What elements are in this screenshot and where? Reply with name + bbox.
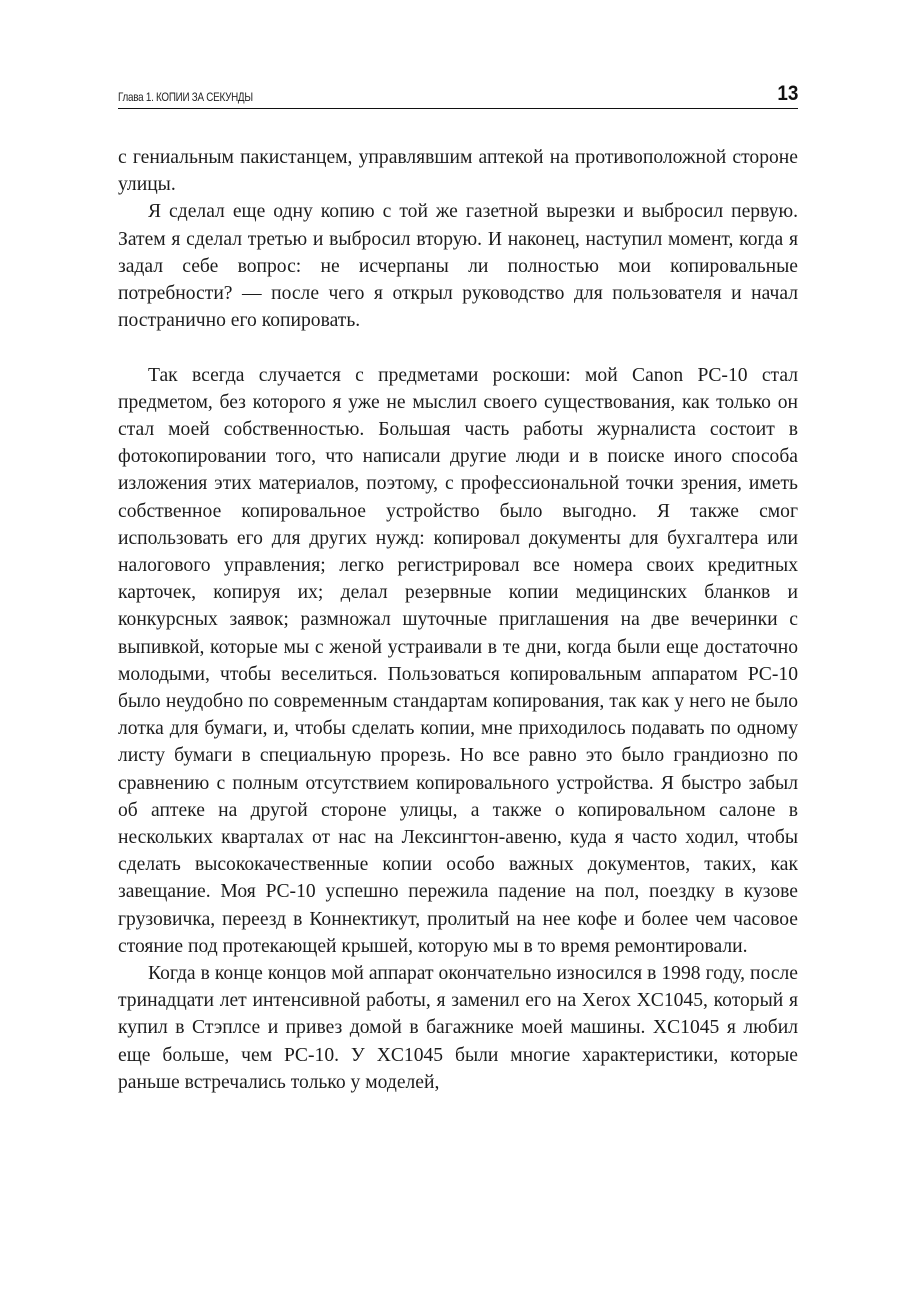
paragraph-continuation: с гениальным пакистанцем, управлявшим аптекой на противоположной стороне улицы.	[118, 147, 798, 196]
body-text	[118, 144, 798, 1096]
paragraph: Когда в конце концов мой аппарат окончательно износился в 1998 году, после тринадцати лет интенсивной работы, я заменил его на Xerox XC1045, который я купил в Стэплсе и привез домой в багажнике моей машины. XC1045 я любил еще больше, чем PC-10. У XC1045 были многие характеристики, которые раньше встречались только у моделей,	[118, 963, 798, 1093]
running-head: Глава 1. КОПИИ ЗА СЕКУНДЫ	[118, 90, 253, 104]
page-header	[118, 82, 798, 109]
paragraph-section-start: Так всегда случается с предметами роскоши: мой Canon PC-10 стал предметом, без которого я уже не мыслил своего существования, как только он стал моей собственностью. Большая часть работы журналиста состоит в фотокопировании того, что написали другие люди и в поиске иного способа изложения этих материалов, поэтому, с профессиональной точки зрения, иметь собственное копировальное устройство было выгодно. Я также смог использовать его для других нужд: копировал документы для бухгалтера или налогового управления; легко регистрировал все номера своих кредитных карточек, копируя их; делал резервные копии медицинских бланков и конкурсных заявок; размножал шуточные приглашения на две вечеринки с выпивкой, которые мы с женой устраивали в те дни, когда были еще достаточно молодыми, чтобы веселиться. Пользоваться копировальным аппаратом PC-10 было неудобно по современным стандартам копирования, так как у него не было лотка для бумаги, и, чтобы сделать копии, мне приходилось подавать по одному листу бумаги в специальную прорезь. Но все равно это было грандиозно по сравнению с полным отсутствием копировального устройства. Я быстро забыл об аптеке на другой стороне улицы, а также о копировальном салоне в нескольких кварталах от нас на Лексингтон-авеню, куда я часто ходил, чтобы сделать высококачественные копии особо важных документов, таких, как завещание. Моя PC-10 успешно пережила падение на пол, поездку в кузове грузовичка, переезд в Коннектикут, пролитый на нее кофе и более чем часовое стояние под протекающей крышей, которую мы в то время ремонтировали.	[118, 364, 798, 957]
page-number: 13	[776, 82, 798, 105]
paragraph: Я сделал еще одну копию с той же газетной вырезки и выбросил первую. Затем я сделал третью и выбросил вторую. И наконец, наступил момент, когда я задал себе вопрос: не исчерпаны ли полностью мои копировальные потребности? — после чего я открыл руководство для пользователя и начал постранично его копировать.	[118, 201, 798, 332]
